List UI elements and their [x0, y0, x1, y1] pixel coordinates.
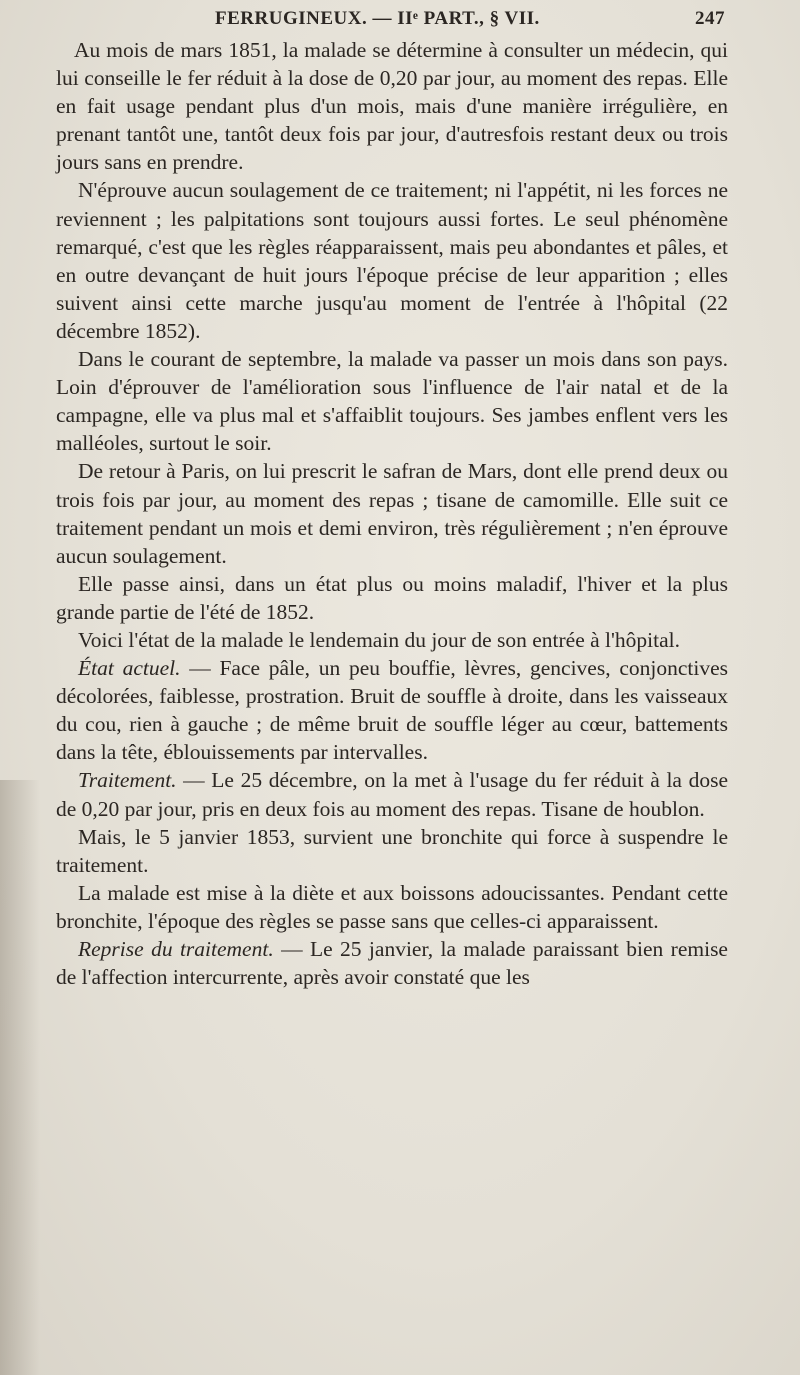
- running-title: FERRUGINEUX. — IIᵉ PART., § VII.: [215, 8, 540, 29]
- section-lead: État actuel.: [78, 656, 181, 681]
- section-lead: Reprise du traitement.: [78, 937, 274, 961]
- paragraph: La malade est mise à la diète et aux boissons adoucissantes. Pendant cette bronchite, l'époque des règles se passe sans que celles-ci apparaissent.: [56, 880, 728, 933]
- running-header: [215, 8, 725, 36]
- paragraph: Dans le courant de septembre, la malade va passer un mois dans son pays. Loin d'éprouver de l'amélioration sous l'influence de l'air natal et de la campagne, elle va plus mal et s'affaiblit toujours. Ses jambes enflent vers les malléoles, surtout le soir.: [56, 347, 728, 456]
- paragraph: De retour à Paris, on lui prescrit le safran de Mars, dont elle prend deux ou trois fois par jour, au moment des repas ; tisane de camomille. Elle suit ce traitement pendant un mois et demi environ, très régulièrement ; n'en éprouve aucun soulagement.: [56, 459, 728, 568]
- paragraph: Au mois de mars 1851, la malade se détermine à consulter un médecin, qui lui conseille le fer réduit à la dose de 0,20 par jour, au moment des repas. Elle en fait usage pendant plus d'un mois, mais d'une manière irrégulière, en prenant tantôt une, tantôt deux fois par jour, d'autresfois restant deux ou trois jours sans en prendre.: [56, 38, 728, 175]
- paragraph-traitement: Traitement. — Le 25 décembre, on la met à l'usage du fer réduit à la dose de 0,20 par jour, pris en deux fois au moment des repas. Tisane de houblon.: [56, 768, 728, 821]
- body-text: [56, 36, 728, 991]
- paragraph: Mais, le 5 janvier 1853, survient une bronchite qui force à suspendre le traitement.: [56, 824, 728, 877]
- paragraph-etat-actuel: État actuel. — Face pâle, un peu bouffie, lèvres, gencives, conjonctives décolorées, faiblesse, prostration. Bruit de souffle à droite, dans les vaisseaux du cou, rien à gauche ; de même bruit de souffle léger au cœur, battements dans la tête, éblouissements par intervalles.: [56, 656, 728, 765]
- page-number: 247: [695, 8, 725, 29]
- section-lead: Traitement.: [78, 768, 177, 793]
- paragraph-reprise: Reprise du traitement. — Le 25 janvier, la malade paraissant bien remise de l'affection intercurrente, après avoir constaté que les: [56, 937, 728, 990]
- paragraph: Voici l'état de la malade le lendemain du jour de son entrée à l'hôpital.: [78, 627, 680, 652]
- paragraph: Elle passe ainsi, dans un état plus ou moins maladif, l'hiver et la plus grande partie de l'été de 1852.: [56, 571, 728, 624]
- binding-shadow: [0, 780, 40, 1375]
- paragraph: N'éprouve aucun soulagement de ce traitement; ni l'appétit, ni les forces ne reviennent ; les palpitations sont toujours aussi fortes. Le seul phénomène remarqué, c'est que les règles réapparaissent, mais peu abondantes et pâles, et en outre devançant de huit jours l'époque précise de leur apparition ; elles suivent ainsi cette marche jusqu'au moment de l'entrée à l'hôpital (22 décembre 1852).: [56, 178, 728, 343]
